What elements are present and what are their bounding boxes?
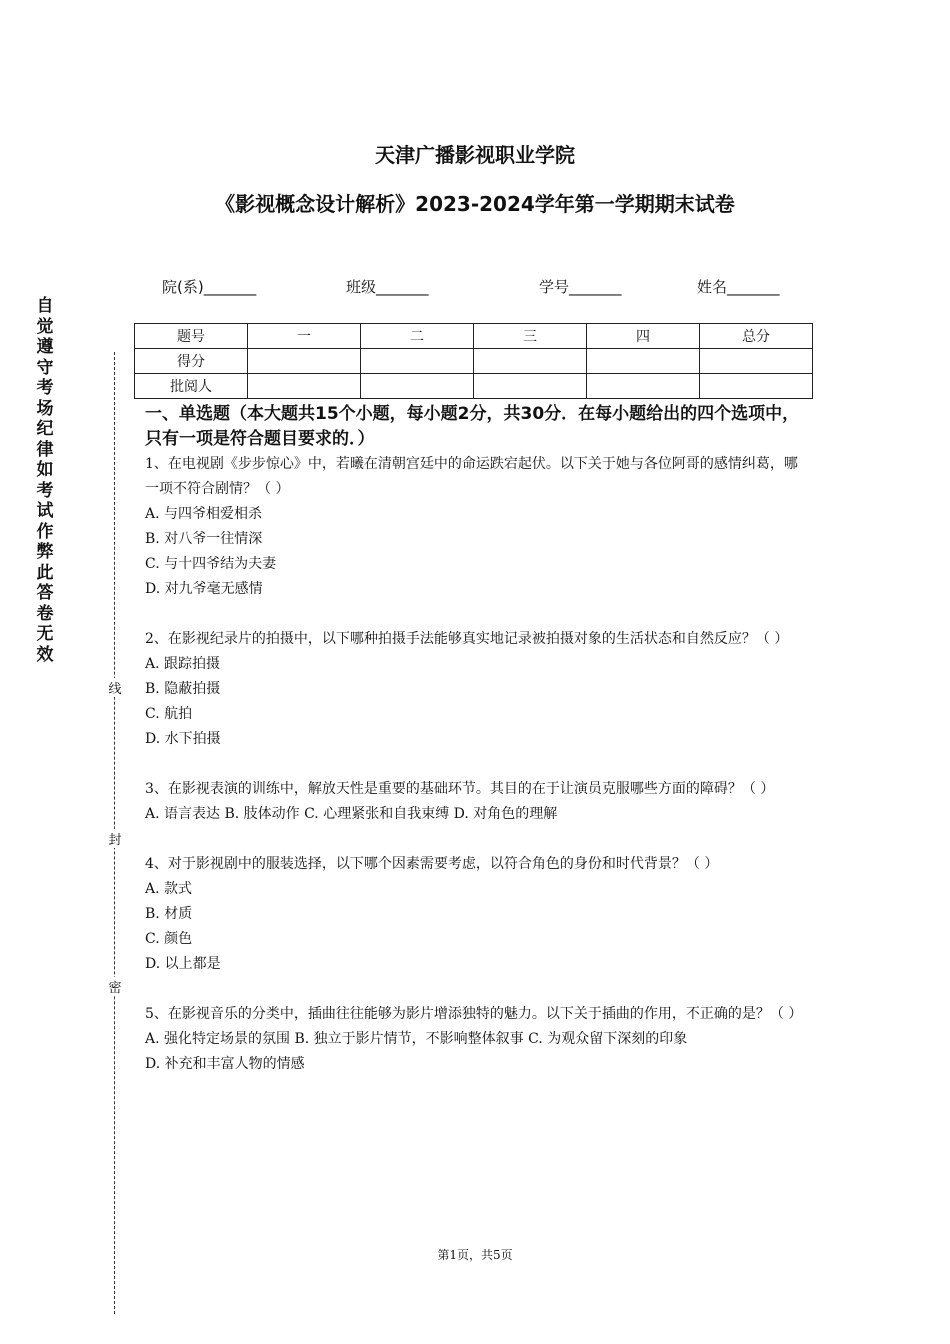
- score-table-header: [135, 324, 813, 349]
- seal-mark-seal: 封: [106, 829, 124, 848]
- question-1: [145, 452, 810, 602]
- question-4: [145, 852, 810, 977]
- option: B. 隐蔽拍摄: [145, 681, 221, 697]
- header-cell: 四: [587, 324, 700, 349]
- grader-cell[interactable]: [587, 374, 700, 399]
- seal-mark-secret: 密: [106, 977, 124, 996]
- option: D. 对九爷毫无感情: [145, 581, 263, 597]
- option: A. 强化特定场景的氛围 B. 独立于影片情节，不影响整体叙事 C. 为观众留下深刻的印象: [145, 1031, 688, 1047]
- section-heading: 一、单选题（本大题共15个小题，每小题2分，共30分．在每小题给出的四个选项中，只有一项是符合题目要求的．）: [145, 404, 800, 449]
- grader-cell[interactable]: [474, 374, 587, 399]
- seal-mark-line: 线: [106, 678, 124, 697]
- row-label: 得分: [135, 349, 248, 374]
- row-label: 批阅人: [135, 374, 248, 399]
- header-cell: 总分: [700, 324, 813, 349]
- grader-row: [135, 374, 813, 399]
- department-field: 院(系)_______: [162, 278, 257, 296]
- question-stem: 2、在影视纪录片的拍摄中，以下哪种拍摄手法能够真实地记录被拍摄对象的生活状态和自然反应？（ ）: [145, 631, 789, 647]
- score-table: [134, 323, 813, 399]
- question-stem: 3、在影视表演的训练中，解放天性是重要的基础环节。其目的在于让演员克服哪些方面的障碍？（ ）: [145, 781, 775, 797]
- school-title: 天津广播影视职业学院: [375, 143, 575, 167]
- question-stem: 1、在电视剧《步步惊心》中，若曦在清朝宫廷中的命运跌宕起伏。以下关于她与各位阿哥的感情纠葛，哪一项不符合剧情？（ ）: [145, 456, 798, 497]
- side-notice: 自觉遵守考场纪律如考试作弊此答卷无效: [36, 296, 54, 665]
- score-cell[interactable]: [361, 349, 474, 374]
- question-stem: 4、对于影视剧中的服装选择，以下哪个因素需要考虑，以符合角色的身份和时代背景？（ ）: [145, 856, 719, 872]
- option: A. 跟踪拍摄: [145, 656, 221, 672]
- option: D. 水下拍摄: [145, 731, 221, 747]
- question-2: [145, 627, 810, 752]
- page-footer: 第1页，共5页: [437, 1248, 513, 1262]
- grader-cell[interactable]: [700, 374, 813, 399]
- grader-cell[interactable]: [248, 374, 361, 399]
- header-cell: 二: [361, 324, 474, 349]
- class-field: 班级_______: [346, 278, 429, 296]
- option: A. 款式: [145, 881, 193, 897]
- option: C. 颜色: [145, 931, 193, 947]
- score-cell[interactable]: [248, 349, 361, 374]
- name-field: 姓名_______: [697, 278, 780, 296]
- question-3: [145, 777, 810, 827]
- header-cell: 三: [474, 324, 587, 349]
- student-id-field: 学号_______: [539, 278, 622, 296]
- option: B. 材质: [145, 906, 193, 922]
- option: A. 语言表达 B. 肢体动作 C. 心理紧张和自我束缚 D. 对角色的理解: [145, 806, 558, 822]
- exam-title: 《影视概念设计解析》2023-2024学年第一学期期末试卷: [215, 192, 735, 216]
- option: B. 对八爷一往情深: [145, 531, 263, 547]
- exam-content: [145, 402, 810, 1077]
- score-cell[interactable]: [587, 349, 700, 374]
- question-stem: 5、在影视音乐的分类中，插曲往往能够为影片增添独特的魅力。以下关于插曲的作用，不正确的是？（ ）: [145, 1006, 803, 1022]
- option: C. 与十四爷结为夫妻: [145, 556, 277, 572]
- header-cell: 题号: [135, 324, 248, 349]
- option: C. 航拍: [145, 706, 193, 722]
- option: D. 以上都是: [145, 956, 221, 972]
- option: D. 补充和丰富人物的情感: [145, 1056, 305, 1072]
- score-cell[interactable]: [700, 349, 813, 374]
- score-cell[interactable]: [474, 349, 587, 374]
- score-row: [135, 349, 813, 374]
- header-cell: 一: [248, 324, 361, 349]
- option: A. 与四爷相爱相杀: [145, 506, 263, 522]
- question-5: [145, 1002, 810, 1077]
- grader-cell[interactable]: [361, 374, 474, 399]
